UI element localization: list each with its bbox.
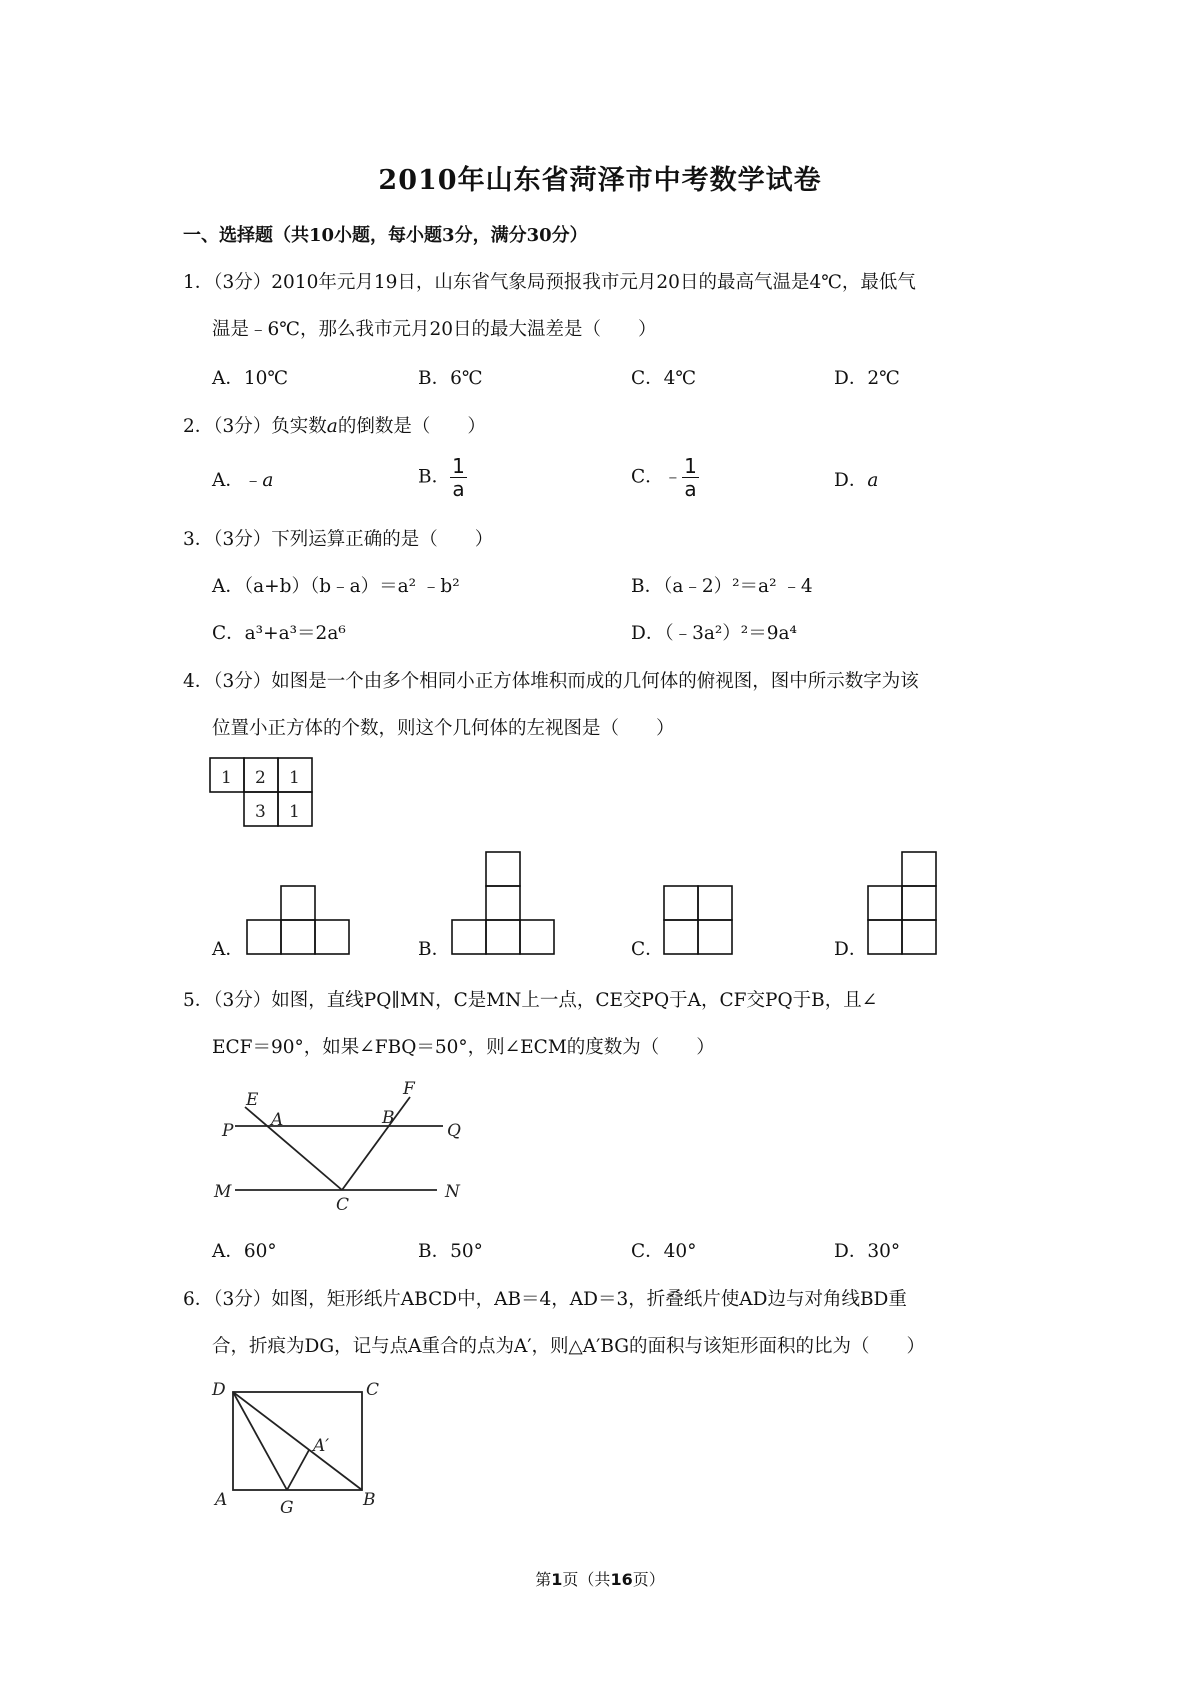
q6-stem-line2: 合，折痕为DG，记与点A重合的点为A′，则△A′BG的面积与该矩形面积的比为（ ） <box>212 1336 926 1357</box>
q2-option-c-fraction <box>682 455 699 500</box>
footer-pre: 第 <box>535 1570 552 1589</box>
q6-rectangle-fold-figure <box>205 1375 395 1520</box>
point-label: C <box>366 1380 380 1400</box>
q4-option-c-figure <box>662 884 736 956</box>
q4-option-c-label: C． <box>631 939 664 960</box>
page-footer <box>0 1567 1200 1590</box>
line-ce <box>245 1107 342 1190</box>
q6-stem-line1: 6．（3分）如图，矩形纸片ABCD中，AB＝4，AD＝3，折叠纸片使AD边与对角线BD重 <box>183 1289 907 1310</box>
footer-total-pages: 16 <box>610 1570 633 1589</box>
q2-option-b-fraction <box>450 455 467 500</box>
fraction-denominator: a <box>684 477 697 501</box>
q2-stem-pre: 2．（3分）负实数 <box>183 416 327 437</box>
q4-option-b-label: B． <box>418 939 451 960</box>
q5-option-c: C．40° <box>631 1241 697 1262</box>
point-label: M <box>214 1182 232 1202</box>
q5-option-d: D．30° <box>834 1241 901 1262</box>
point-label: B <box>382 1108 395 1128</box>
line-cf <box>342 1097 410 1190</box>
q4-top-view-grid <box>205 756 325 832</box>
q3-stem: 3．（3分）下列运算正确的是（ ） <box>183 529 494 550</box>
footer-post: 页） <box>632 1570 665 1589</box>
q5-stem-line1: 5．（3分）如图，直线PQ∥MN，C是MN上一点，CE交PQ于A，CF交PQ于B，且∠ <box>183 990 878 1011</box>
fraction-numerator: 1 <box>684 454 697 478</box>
q5-stem-line2: ECF＝90°，如果∠FBQ＝50°，则∠ECM的度数为（ ） <box>212 1037 715 1058</box>
footer-page-number: 1 <box>551 1570 563 1589</box>
q2-option-d-var: a <box>867 470 879 491</box>
q2-option-b <box>418 455 467 500</box>
q1-option-d: D．2℃ <box>834 368 900 389</box>
q1-stem-line2: 温是﹣6℃，那么我市元月20日的最大温差是（ ） <box>212 319 657 340</box>
q2-stem-var: a <box>326 416 338 437</box>
point-label: E <box>246 1090 259 1110</box>
q1-option-c: C．4℃ <box>631 368 697 389</box>
point-label: C <box>336 1195 350 1215</box>
point-label: A <box>215 1490 228 1510</box>
q3-option-d: D．（﹣3a²）²＝9a⁴ <box>631 623 797 644</box>
fold-line-dg <box>233 1392 287 1490</box>
q2-option-b-label: B． <box>418 466 451 488</box>
q2-option-c-label: C．﹣ <box>631 466 683 488</box>
section-heading: 一、选择题（共10小题，每小题3分，满分30分） <box>183 225 588 246</box>
fraction-denominator: a <box>452 477 465 501</box>
q4-option-a-figure <box>245 884 353 956</box>
point-label: F <box>403 1079 415 1099</box>
q2-option-a-label: A．﹣ <box>212 470 263 491</box>
q3-option-a: A．（a+b）（b﹣a）＝a² ﹣b² <box>212 576 460 597</box>
point-label: A <box>271 1110 284 1130</box>
q4-option-d-label: D． <box>834 939 868 960</box>
point-label: B <box>363 1490 376 1510</box>
grid-number: 1 <box>289 768 300 788</box>
q2-option-c <box>631 455 699 500</box>
q2-stem <box>183 412 486 438</box>
q4-stem-line1: 4．（3分）如图是一个由多个相同小正方体堆积而成的几何体的俯视图，图中所示数字为该 <box>183 671 919 692</box>
q5-option-a: A．60° <box>212 1241 277 1262</box>
page-title: 2010年山东省菏泽市中考数学试卷 <box>378 165 822 196</box>
grid-number: 1 <box>221 768 232 788</box>
point-label: N <box>445 1182 460 1202</box>
fraction-numerator: 1 <box>452 454 465 478</box>
point-label: D <box>212 1380 226 1400</box>
diagonal-bd <box>233 1392 362 1490</box>
point-label: P <box>222 1121 234 1141</box>
q4-option-d-figure <box>866 850 940 956</box>
grid-number: 1 <box>289 802 300 822</box>
q2-option-a <box>212 466 273 492</box>
segment-ga <box>287 1450 309 1490</box>
q1-stem-line1: 1．（3分）2010年元月19日，山东省气象局预报我市元月20日的最高气温是4℃，最低气 <box>183 272 916 293</box>
q5-option-b: B．50° <box>418 1241 483 1262</box>
point-label: G <box>280 1498 294 1518</box>
q4-stem-line2: 位置小正方体的个数，则这个几何体的左视图是（ ） <box>212 718 675 739</box>
q4-option-a-label: A． <box>212 939 244 960</box>
q1-option-b: B．6℃ <box>418 368 483 389</box>
footer-mid: 页（共 <box>562 1570 611 1589</box>
q2-option-a-var: a <box>262 470 274 491</box>
grid-number: 3 <box>255 802 266 822</box>
q3-option-c: C．a³+a³＝2a⁶ <box>212 623 346 644</box>
grid-number: 2 <box>255 768 266 788</box>
point-label: Q <box>447 1121 461 1141</box>
q1-option-a: A．10℃ <box>212 368 289 389</box>
q4-option-b-figure <box>450 850 558 956</box>
q2-option-d-label: D． <box>834 470 868 491</box>
point-label: A′ <box>313 1436 330 1456</box>
q3-option-b: B．（a﹣2）²＝a² ﹣4 <box>631 576 813 597</box>
q2-option-d <box>834 466 878 492</box>
q2-stem-post: 的倒数是（ ） <box>337 416 486 437</box>
q5-parallel-lines-figure <box>205 1075 475 1215</box>
